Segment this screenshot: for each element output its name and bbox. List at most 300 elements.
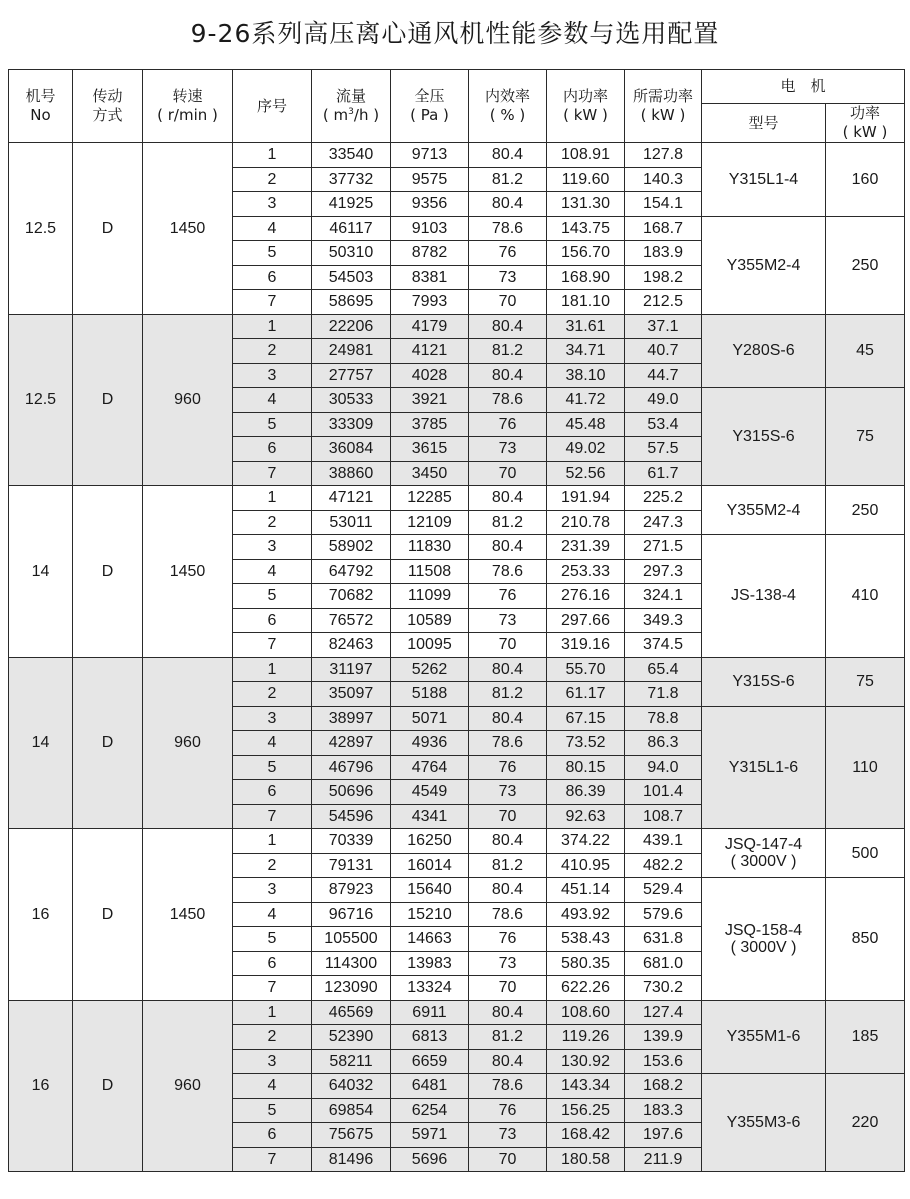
header-motor-model: 型号 bbox=[702, 104, 826, 143]
motor-power-cell: 75 bbox=[826, 388, 905, 486]
inner-power-cell: 119.60 bbox=[547, 167, 625, 192]
required-power-cell: 579.6 bbox=[625, 902, 702, 927]
seq-cell: 4 bbox=[233, 731, 312, 756]
required-power-cell: 108.7 bbox=[625, 804, 702, 829]
motor-model-cell bbox=[702, 1074, 826, 1172]
header-flow-unit-sup: 3 bbox=[348, 107, 354, 117]
seq-cell: 6 bbox=[233, 1123, 312, 1148]
speed-cell: 1450 bbox=[143, 486, 233, 658]
pressure-cell: 4549 bbox=[391, 780, 469, 805]
pressure-cell: 4341 bbox=[391, 804, 469, 829]
required-power-cell: 212.5 bbox=[625, 290, 702, 315]
pressure-cell: 3450 bbox=[391, 461, 469, 486]
pressure-cell: 4179 bbox=[391, 314, 469, 339]
required-power-cell: 127.8 bbox=[625, 143, 702, 168]
pressure-cell: 16250 bbox=[391, 829, 469, 854]
required-power-cell: 225.2 bbox=[625, 486, 702, 511]
motor-model: Y355M1-6 bbox=[726, 1028, 801, 1046]
header-flow-label: 流量 bbox=[335, 87, 366, 105]
header-flow bbox=[312, 70, 391, 143]
motor-power-cell: 410 bbox=[826, 535, 905, 658]
required-power-cell: 86.3 bbox=[625, 731, 702, 756]
motor-model: Y355M3-6 bbox=[726, 1114, 801, 1131]
pressure-cell: 12285 bbox=[391, 486, 469, 511]
flow-cell: 79131 bbox=[312, 853, 391, 878]
drive-cell: D bbox=[73, 314, 143, 486]
inner-power-cell: 67.15 bbox=[547, 706, 625, 731]
motor-model: Y355M2-4 bbox=[726, 501, 801, 519]
efficiency-cell: 78.6 bbox=[469, 902, 547, 927]
efficiency-cell: 73 bbox=[469, 265, 547, 290]
required-power-cell: 197.6 bbox=[625, 1123, 702, 1148]
required-power-cell: 94.0 bbox=[625, 755, 702, 780]
pressure-cell: 4028 bbox=[391, 363, 469, 388]
seq-cell: 6 bbox=[233, 608, 312, 633]
seq-cell: 5 bbox=[233, 1098, 312, 1123]
pressure-cell: 10589 bbox=[391, 608, 469, 633]
pressure-cell: 5696 bbox=[391, 1147, 469, 1172]
motor-model-cell bbox=[702, 878, 826, 1001]
table-row bbox=[9, 829, 905, 854]
machine-no-cell: 12.5 bbox=[9, 314, 73, 486]
speed-cell: 1450 bbox=[143, 143, 233, 315]
drive-cell: D bbox=[73, 829, 143, 1001]
inner-power-cell: 210.78 bbox=[547, 510, 625, 535]
flow-cell: 33309 bbox=[312, 412, 391, 437]
required-power-cell: 154.1 bbox=[625, 192, 702, 217]
inner-power-cell: 86.39 bbox=[547, 780, 625, 805]
pressure-cell: 7993 bbox=[391, 290, 469, 315]
required-power-cell: 101.4 bbox=[625, 780, 702, 805]
speed-cell: 960 bbox=[143, 657, 233, 829]
flow-cell: 36084 bbox=[312, 437, 391, 462]
header-machine-no-en: No bbox=[30, 106, 51, 124]
seq-cell: 7 bbox=[233, 804, 312, 829]
pressure-cell: 13983 bbox=[391, 951, 469, 976]
efficiency-cell: 81.2 bbox=[469, 1025, 547, 1050]
required-power-cell: 297.3 bbox=[625, 559, 702, 584]
pressure-cell: 5071 bbox=[391, 706, 469, 731]
seq-cell: 3 bbox=[233, 363, 312, 388]
pressure-cell: 9356 bbox=[391, 192, 469, 217]
seq-cell: 3 bbox=[233, 535, 312, 560]
inner-power-cell: 119.26 bbox=[547, 1025, 625, 1050]
header-motor: 电 机 bbox=[702, 70, 905, 104]
motor-model: JSQ-147-4 bbox=[724, 836, 803, 853]
pressure-cell: 6254 bbox=[391, 1098, 469, 1123]
required-power-cell: 61.7 bbox=[625, 461, 702, 486]
required-power-cell: 71.8 bbox=[625, 682, 702, 707]
motor-model: Y315L1-4 bbox=[728, 170, 799, 188]
efficiency-cell: 80.4 bbox=[469, 657, 547, 682]
seq-cell: 1 bbox=[233, 486, 312, 511]
required-power-cell: 183.3 bbox=[625, 1098, 702, 1123]
efficiency-cell: 80.4 bbox=[469, 192, 547, 217]
pressure-cell: 15210 bbox=[391, 902, 469, 927]
required-power-cell: 127.4 bbox=[625, 1000, 702, 1025]
required-power-cell: 211.9 bbox=[625, 1147, 702, 1172]
inner-power-cell: 130.92 bbox=[547, 1049, 625, 1074]
inner-power-cell: 410.95 bbox=[547, 853, 625, 878]
inner-power-cell: 61.17 bbox=[547, 682, 625, 707]
inner-power-cell: 276.16 bbox=[547, 584, 625, 609]
flow-cell: 42897 bbox=[312, 731, 391, 756]
inner-power-cell: 143.34 bbox=[547, 1074, 625, 1099]
flow-cell: 27757 bbox=[312, 363, 391, 388]
inner-power-cell: 52.56 bbox=[547, 461, 625, 486]
flow-cell: 22206 bbox=[312, 314, 391, 339]
pressure-cell: 4764 bbox=[391, 755, 469, 780]
seq-cell: 7 bbox=[233, 1147, 312, 1172]
efficiency-cell: 81.2 bbox=[469, 682, 547, 707]
header-machine-no-cn: 机号 bbox=[25, 87, 56, 105]
machine-no-cell: 16 bbox=[9, 829, 73, 1001]
inner-power-cell: 297.66 bbox=[547, 608, 625, 633]
pressure-cell: 6813 bbox=[391, 1025, 469, 1050]
inner-power-cell: 231.39 bbox=[547, 535, 625, 560]
machine-no-cell: 14 bbox=[9, 657, 73, 829]
inner-power-cell: 168.90 bbox=[547, 265, 625, 290]
efficiency-cell: 76 bbox=[469, 1098, 547, 1123]
efficiency-cell: 80.4 bbox=[469, 706, 547, 731]
inner-power-cell: 108.60 bbox=[547, 1000, 625, 1025]
drive-cell: D bbox=[73, 1000, 143, 1172]
efficiency-cell: 70 bbox=[469, 1147, 547, 1172]
seq-cell: 1 bbox=[233, 657, 312, 682]
efficiency-cell: 78.6 bbox=[469, 1074, 547, 1099]
efficiency-cell: 76 bbox=[469, 412, 547, 437]
header-pressure bbox=[391, 70, 469, 143]
inner-power-cell: 580.35 bbox=[547, 951, 625, 976]
header-motor-power bbox=[826, 104, 905, 143]
inner-power-cell: 34.71 bbox=[547, 339, 625, 364]
inner-power-cell: 55.70 bbox=[547, 657, 625, 682]
machine-no-cell: 16 bbox=[9, 1000, 73, 1172]
required-power-cell: 529.4 bbox=[625, 878, 702, 903]
flow-cell: 46796 bbox=[312, 755, 391, 780]
seq-cell: 2 bbox=[233, 167, 312, 192]
efficiency-cell: 81.2 bbox=[469, 167, 547, 192]
efficiency-cell: 78.6 bbox=[469, 216, 547, 241]
seq-cell: 1 bbox=[233, 143, 312, 168]
flow-cell: 58211 bbox=[312, 1049, 391, 1074]
pressure-cell: 15640 bbox=[391, 878, 469, 903]
inner-power-cell: 131.30 bbox=[547, 192, 625, 217]
motor-model-cell bbox=[702, 388, 826, 486]
pressure-cell: 3615 bbox=[391, 437, 469, 462]
efficiency-cell: 73 bbox=[469, 1123, 547, 1148]
required-power-cell: 168.2 bbox=[625, 1074, 702, 1099]
required-power-cell: 153.6 bbox=[625, 1049, 702, 1074]
pressure-cell: 16014 bbox=[391, 853, 469, 878]
pressure-cell: 14663 bbox=[391, 927, 469, 952]
efficiency-cell: 78.6 bbox=[469, 388, 547, 413]
table-row bbox=[9, 657, 905, 682]
header-drive-line1: 传动 bbox=[92, 87, 123, 105]
pressure-cell: 11099 bbox=[391, 584, 469, 609]
inner-power-cell: 31.61 bbox=[547, 314, 625, 339]
header-machine-no bbox=[9, 70, 73, 143]
flow-cell: 46117 bbox=[312, 216, 391, 241]
pressure-cell: 9575 bbox=[391, 167, 469, 192]
inner-power-cell: 73.52 bbox=[547, 731, 625, 756]
pressure-cell: 4936 bbox=[391, 731, 469, 756]
seq-cell: 4 bbox=[233, 559, 312, 584]
machine-no-cell: 14 bbox=[9, 486, 73, 658]
flow-cell: 105500 bbox=[312, 927, 391, 952]
required-power-cell: 183.9 bbox=[625, 241, 702, 266]
inner-power-cell: 41.72 bbox=[547, 388, 625, 413]
header-speed-label: 转速 bbox=[172, 87, 203, 105]
required-power-cell: 681.0 bbox=[625, 951, 702, 976]
motor-model: JS-138-4 bbox=[731, 587, 796, 605]
seq-cell: 5 bbox=[233, 584, 312, 609]
motor-model: JSQ-158-4 bbox=[724, 921, 803, 939]
inner-power-cell: 538.43 bbox=[547, 927, 625, 952]
inner-power-cell: 45.48 bbox=[547, 412, 625, 437]
motor-power-cell: 75 bbox=[826, 657, 905, 706]
seq-cell: 6 bbox=[233, 951, 312, 976]
inner-power-cell: 49.02 bbox=[547, 437, 625, 462]
flow-cell: 96716 bbox=[312, 902, 391, 927]
flow-cell: 53011 bbox=[312, 510, 391, 535]
motor-model-cell bbox=[702, 216, 826, 314]
flow-cell: 35097 bbox=[312, 682, 391, 707]
inner-power-cell: 181.10 bbox=[547, 290, 625, 315]
pressure-cell: 3921 bbox=[391, 388, 469, 413]
efficiency-cell: 70 bbox=[469, 290, 547, 315]
required-power-cell: 349.3 bbox=[625, 608, 702, 633]
table-group bbox=[9, 829, 905, 1001]
pressure-cell: 13324 bbox=[391, 976, 469, 1001]
efficiency-cell: 80.4 bbox=[469, 878, 547, 903]
required-power-cell: 324.1 bbox=[625, 584, 702, 609]
flow-cell: 70682 bbox=[312, 584, 391, 609]
seq-cell: 3 bbox=[233, 1049, 312, 1074]
efficiency-cell: 70 bbox=[469, 804, 547, 829]
motor-model-note: ( 3000V ) bbox=[730, 853, 797, 870]
seq-cell: 4 bbox=[233, 216, 312, 241]
required-power-cell: 198.2 bbox=[625, 265, 702, 290]
seq-cell: 7 bbox=[233, 290, 312, 315]
header-required-power bbox=[625, 70, 702, 143]
required-power-cell: 730.2 bbox=[625, 976, 702, 1001]
flow-cell: 87923 bbox=[312, 878, 391, 903]
header-efficiency-unit: ( % ) bbox=[489, 106, 526, 124]
inner-power-cell: 374.22 bbox=[547, 829, 625, 854]
table-group bbox=[9, 486, 905, 658]
flow-cell: 41925 bbox=[312, 192, 391, 217]
seq-cell: 2 bbox=[233, 339, 312, 364]
pressure-cell: 8782 bbox=[391, 241, 469, 266]
flow-cell: 38860 bbox=[312, 461, 391, 486]
inner-power-cell: 80.15 bbox=[547, 755, 625, 780]
flow-cell: 37732 bbox=[312, 167, 391, 192]
header-motor-power-unit: ( kW ) bbox=[842, 123, 888, 141]
motor-power-cell: 250 bbox=[826, 486, 905, 535]
flow-cell: 70339 bbox=[312, 829, 391, 854]
motor-model: Y315S-6 bbox=[732, 673, 795, 690]
flow-cell: 76572 bbox=[312, 608, 391, 633]
seq-cell: 1 bbox=[233, 1000, 312, 1025]
motor-model: Y315S-6 bbox=[732, 428, 795, 445]
table-group bbox=[9, 1000, 905, 1172]
efficiency-cell: 80.4 bbox=[469, 314, 547, 339]
header-pressure-label: 全压 bbox=[414, 87, 445, 105]
required-power-cell: 49.0 bbox=[625, 388, 702, 413]
pressure-cell: 6481 bbox=[391, 1074, 469, 1099]
header-required-power-unit: ( kW ) bbox=[640, 106, 686, 124]
flow-cell: 52390 bbox=[312, 1025, 391, 1050]
motor-power-cell: 250 bbox=[826, 216, 905, 314]
seq-cell: 4 bbox=[233, 902, 312, 927]
efficiency-cell: 73 bbox=[469, 608, 547, 633]
motor-power-cell: 500 bbox=[826, 829, 905, 878]
seq-cell: 4 bbox=[233, 1074, 312, 1099]
efficiency-cell: 70 bbox=[469, 633, 547, 658]
pressure-cell: 9713 bbox=[391, 143, 469, 168]
seq-cell: 1 bbox=[233, 314, 312, 339]
motor-power-cell: 110 bbox=[826, 706, 905, 829]
efficiency-cell: 73 bbox=[469, 780, 547, 805]
motor-model-cell bbox=[702, 657, 826, 706]
header-flow-unit-a: ( m bbox=[322, 106, 349, 124]
pressure-cell: 8381 bbox=[391, 265, 469, 290]
motor-power-cell: 160 bbox=[826, 143, 905, 217]
flow-cell: 75675 bbox=[312, 1123, 391, 1148]
inner-power-cell: 156.70 bbox=[547, 241, 625, 266]
pressure-cell: 5262 bbox=[391, 657, 469, 682]
seq-cell: 6 bbox=[233, 265, 312, 290]
pressure-cell: 10095 bbox=[391, 633, 469, 658]
drive-cell: D bbox=[73, 486, 143, 658]
pressure-cell: 5971 bbox=[391, 1123, 469, 1148]
pressure-cell: 11830 bbox=[391, 535, 469, 560]
header-speed bbox=[143, 70, 233, 143]
efficiency-cell: 76 bbox=[469, 927, 547, 952]
header-pressure-unit: ( Pa ) bbox=[410, 106, 449, 124]
seq-cell: 5 bbox=[233, 755, 312, 780]
required-power-cell: 44.7 bbox=[625, 363, 702, 388]
seq-cell: 2 bbox=[233, 853, 312, 878]
efficiency-cell: 73 bbox=[469, 951, 547, 976]
pressure-cell: 12109 bbox=[391, 510, 469, 535]
seq-cell: 2 bbox=[233, 1025, 312, 1050]
seq-cell: 3 bbox=[233, 878, 312, 903]
seq-cell: 6 bbox=[233, 437, 312, 462]
header-drive bbox=[73, 70, 143, 143]
flow-cell: 58902 bbox=[312, 535, 391, 560]
header-inner-power-unit: ( kW ) bbox=[563, 106, 608, 124]
seq-cell: 5 bbox=[233, 927, 312, 952]
header-flow-unit-b: /h ) bbox=[353, 106, 380, 124]
seq-cell: 3 bbox=[233, 706, 312, 731]
header-inner-power bbox=[547, 70, 625, 143]
required-power-cell: 168.7 bbox=[625, 216, 702, 241]
inner-power-cell: 319.16 bbox=[547, 633, 625, 658]
required-power-cell: 271.5 bbox=[625, 535, 702, 560]
header-speed-unit: ( r/min ) bbox=[157, 106, 218, 124]
flow-cell: 114300 bbox=[312, 951, 391, 976]
drive-cell: D bbox=[73, 657, 143, 829]
header-efficiency-label: 内效率 bbox=[484, 87, 530, 105]
inner-power-cell: 156.25 bbox=[547, 1098, 625, 1123]
flow-cell: 123090 bbox=[312, 976, 391, 1001]
speed-cell: 960 bbox=[143, 314, 233, 486]
table-row bbox=[9, 486, 905, 511]
inner-power-cell: 108.91 bbox=[547, 143, 625, 168]
pressure-cell: 6911 bbox=[391, 1000, 469, 1025]
efficiency-cell: 81.2 bbox=[469, 853, 547, 878]
header-seq: 序号 bbox=[233, 70, 312, 143]
pressure-cell: 4121 bbox=[391, 339, 469, 364]
efficiency-cell: 76 bbox=[469, 755, 547, 780]
inner-power-cell: 253.33 bbox=[547, 559, 625, 584]
flow-cell: 33540 bbox=[312, 143, 391, 168]
efficiency-cell: 81.2 bbox=[469, 339, 547, 364]
efficiency-cell: 70 bbox=[469, 976, 547, 1001]
header-inner-power-label: 内功率 bbox=[562, 87, 608, 105]
header-efficiency bbox=[469, 70, 547, 143]
efficiency-cell: 80.4 bbox=[469, 535, 547, 560]
header-drive-line2: 方式 bbox=[92, 106, 123, 124]
efficiency-cell: 76 bbox=[469, 584, 547, 609]
motor-model-cell bbox=[702, 1000, 826, 1074]
speed-cell: 1450 bbox=[143, 829, 233, 1001]
inner-power-cell: 168.42 bbox=[547, 1123, 625, 1148]
inner-power-cell: 143.75 bbox=[547, 216, 625, 241]
required-power-cell: 53.4 bbox=[625, 412, 702, 437]
efficiency-cell: 76 bbox=[469, 241, 547, 266]
required-power-cell: 78.8 bbox=[625, 706, 702, 731]
flow-cell: 69854 bbox=[312, 1098, 391, 1123]
required-power-cell: 482.2 bbox=[625, 853, 702, 878]
pressure-cell: 11508 bbox=[391, 559, 469, 584]
flow-cell: 46569 bbox=[312, 1000, 391, 1025]
pressure-cell: 9103 bbox=[391, 216, 469, 241]
seq-cell: 4 bbox=[233, 388, 312, 413]
efficiency-cell: 70 bbox=[469, 461, 547, 486]
efficiency-cell: 78.6 bbox=[469, 731, 547, 756]
efficiency-cell: 73 bbox=[469, 437, 547, 462]
efficiency-cell: 80.4 bbox=[469, 1000, 547, 1025]
seq-cell: 1 bbox=[233, 829, 312, 854]
pressure-cell: 5188 bbox=[391, 682, 469, 707]
inner-power-cell: 38.10 bbox=[547, 363, 625, 388]
required-power-cell: 631.8 bbox=[625, 927, 702, 952]
inner-power-cell: 622.26 bbox=[547, 976, 625, 1001]
required-power-cell: 57.5 bbox=[625, 437, 702, 462]
flow-cell: 81496 bbox=[312, 1147, 391, 1172]
efficiency-cell: 80.4 bbox=[469, 486, 547, 511]
inner-power-cell: 451.14 bbox=[547, 878, 625, 903]
required-power-cell: 140.3 bbox=[625, 167, 702, 192]
flow-cell: 24981 bbox=[312, 339, 391, 364]
motor-model-cell bbox=[702, 829, 826, 878]
inner-power-cell: 493.92 bbox=[547, 902, 625, 927]
page-title: 9-26系列高压离心通风机性能参数与选用配置 bbox=[190, 19, 720, 48]
table-row bbox=[9, 314, 905, 339]
seq-cell: 7 bbox=[233, 976, 312, 1001]
seq-cell: 2 bbox=[233, 510, 312, 535]
efficiency-cell: 80.4 bbox=[469, 143, 547, 168]
motor-power-cell: 185 bbox=[826, 1000, 905, 1074]
required-power-cell: 247.3 bbox=[625, 510, 702, 535]
drive-cell: D bbox=[73, 143, 143, 315]
flow-cell: 54503 bbox=[312, 265, 391, 290]
efficiency-cell: 80.4 bbox=[469, 829, 547, 854]
flow-cell: 50310 bbox=[312, 241, 391, 266]
